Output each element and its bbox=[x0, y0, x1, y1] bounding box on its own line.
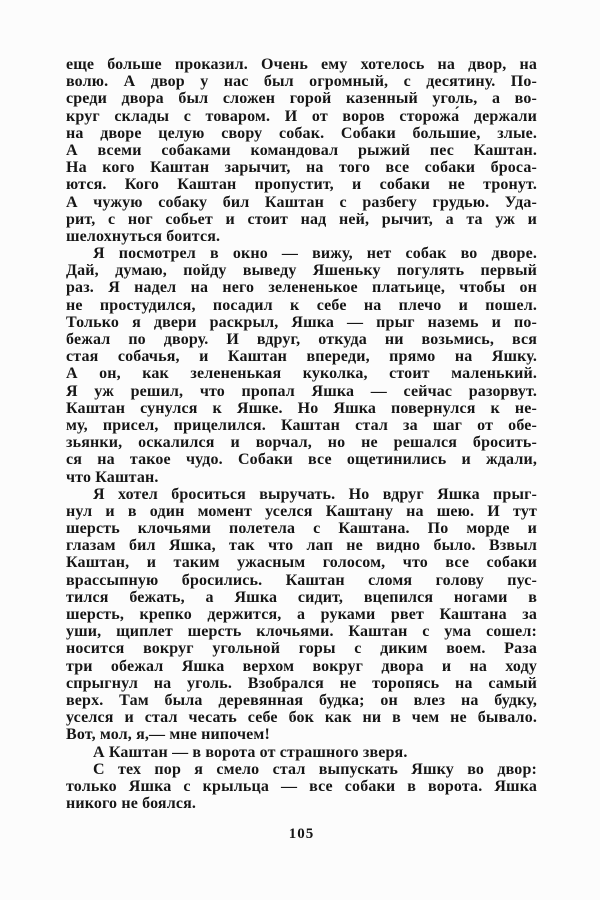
text-line: на дворе целую свору собак. Собаки большие, злые. bbox=[66, 124, 537, 142]
text-line: Я посмотрел в окно — вижу, нет собак во дворе. bbox=[93, 245, 537, 263]
text-line: спрыгнул на уголь. Взобрался не торопясь на самый bbox=[66, 674, 537, 692]
text-line: раз. Я надел на него зелененькое платьице, чтобы он bbox=[66, 279, 537, 297]
text-line: рит, с ног собьет и стоит над ней, рычит, а та уж и bbox=[66, 210, 537, 228]
text-line: А всеми собаками командовал рыжий пес Каштан. bbox=[66, 141, 537, 159]
text-line: А Каштан — в ворота от страшного зверя. bbox=[93, 743, 408, 761]
text-line: среди двора был сложен горой казенный уголь, а во- bbox=[66, 90, 537, 108]
text-line: Вот, мол, я,— мне нипочем! bbox=[66, 726, 270, 744]
text-line: носится вокруг угольной горы с диким воем. Раза bbox=[66, 640, 537, 658]
text-line: зьянки, оскалился и ворчал, но не решался бросить- bbox=[66, 434, 537, 452]
text-line: нул и в один момент уселся Каштану на шею. И тут bbox=[66, 502, 537, 520]
text-line: бежал по двору. И вдруг, откуда ни возьмись, вся bbox=[66, 331, 537, 348]
text-line: волю. А двор у нас был огромный, с десятину. По- bbox=[66, 73, 537, 91]
text-line: му, присел, прицелился. Каштан стал за шаг от обе- bbox=[66, 416, 537, 434]
text-line: шерсть, крепко держится, а руками рвет Каштана за bbox=[66, 606, 537, 623]
text-line: шерсть клочьями полетела с Каштана. По морде и bbox=[66, 520, 537, 538]
text-line: Дай, думаю, пойду выведу Яшеньку погулять первый bbox=[66, 262, 537, 280]
text-line: не простудился, посадил к себе на плечо и пошел. bbox=[66, 296, 537, 314]
text-line: ся на такое чудо. Собаки все ощетинились и ждали, bbox=[66, 451, 537, 469]
text-line: А чужую собаку бил Каштан с разбегу грудью. Уда- bbox=[66, 193, 537, 211]
text-line: еще больше проказил. Очень ему хотелось на двор, на bbox=[66, 56, 537, 73]
text-line: тился бежать, а Яшка сидит, вцепился ногами в bbox=[66, 588, 537, 606]
text-line: шелохнуться боится. bbox=[66, 227, 221, 245]
text-line: А он, как зелененькая куколка, стоит маленький. bbox=[66, 365, 537, 383]
text-line: круг склады с товаром. И от воров сторожа́ держали bbox=[66, 107, 537, 125]
text-line: только Яшка с крыльца — все собаки в ворота. Яшка bbox=[66, 777, 537, 795]
text-line: Я уж решил, что пропал Яшка — сейчас разорвут. bbox=[66, 382, 537, 400]
text-line: уселся и стал чесать себе бок как ни в чем не бывало. bbox=[66, 709, 537, 727]
text-line: верх. Там была деревянная будка; он влез на будку, bbox=[66, 691, 537, 709]
text-line: врассыпную бросились. Каштан сломя голову пус- bbox=[66, 571, 537, 589]
text-line: ются. Кого Каштан пропустит, и собаки не тронут. bbox=[66, 176, 537, 194]
text-line: стая собачья, и Каштан впереди, прямо на Яшку. bbox=[66, 348, 537, 366]
text-line: Каштан, и таким ужасным голосом, что все собаки bbox=[66, 554, 537, 572]
page-text bbox=[66, 56, 537, 812]
text-line: что Каштан. bbox=[66, 468, 159, 486]
text-line: Я хотел броситься выручать. Но вдруг Яшка прыг- bbox=[93, 485, 537, 503]
text-line: Каштан сунулся к Яшке. Но Яшка повернулся к не- bbox=[66, 399, 537, 417]
page-number: 105 bbox=[288, 826, 315, 842]
text-line: три обежал Яшка верхом вокруг двора и на ходу bbox=[66, 657, 537, 675]
text-line: никого не боялся. bbox=[66, 795, 197, 813]
text-line: На кого Каштан зарычит, на того все собаки броса- bbox=[66, 159, 537, 177]
text-line: Только я двери раскрыл, Яшка — прыг наземь и по- bbox=[66, 313, 537, 331]
text-line: глазам бил Яшка, так что лап не видно было. Взвыл bbox=[66, 537, 537, 555]
text-line: С тех пор я смело стал выпускать Яшку во двор: bbox=[93, 760, 537, 778]
text-line: уши, щиплет шерсть клочьями. Каштан с ума сошел: bbox=[66, 623, 537, 641]
